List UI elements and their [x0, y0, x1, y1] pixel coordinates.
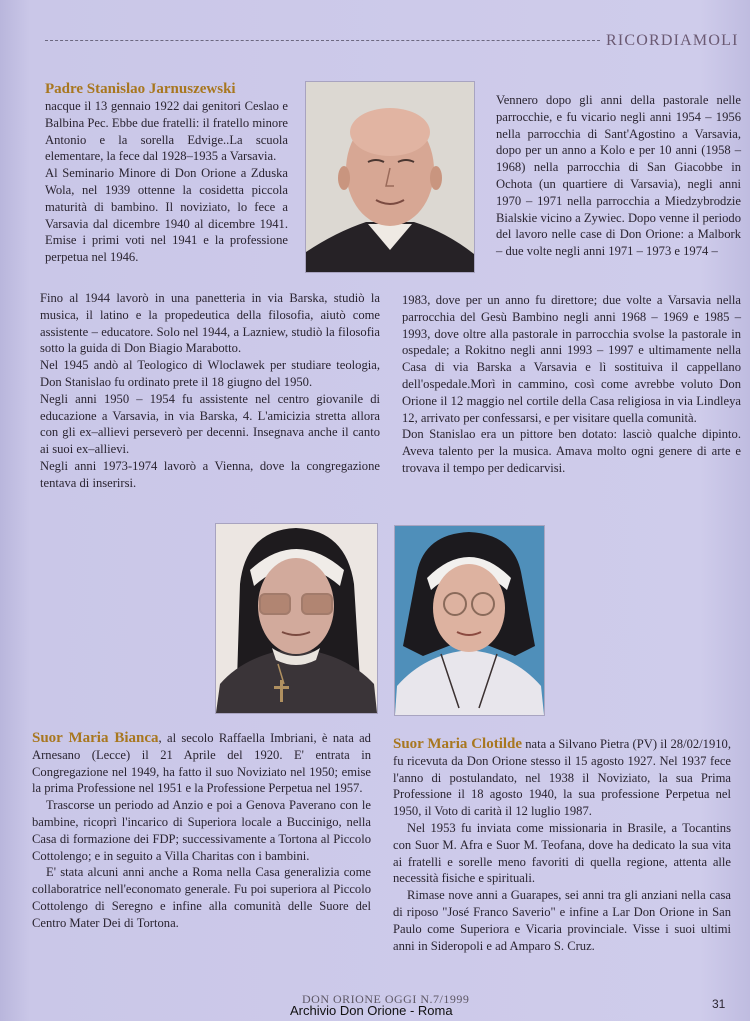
- stanislao-name: Padre Stanislao Jarnuszewski: [45, 81, 236, 97]
- archive-footer: Archivio Don Orione - Roma: [290, 1003, 453, 1018]
- stanislao-paragraph: Al Seminario Minore di Don Orione a Zduska Wola, nel 1939 ottenne la cosidetta piccola maturità di bambino. Il noviziato, lo fece a Varsavia dal dicembre 1940 al dicembre 1941. Emise i primi voti nel 1941 e la professione perpetua nel 1946.: [45, 166, 288, 265]
- stanislao-paragraph: 1983, dove per un anno fu direttore; due volte a Varsavia nella parrocchia del Gesù Bambino negli anni 1968 – 1969 e 1985 – 1993, dove oltre alla pastorale in parrocchia svolse la pastorale in ospedale; a Rokitno negli anni 1993 – 1997 e ultimamente nella Casa di via Barska a Varsavia e lì sostituiva il cappellano dell'ospedale.Morì in cammino, così come avrebbe voluto Don Orione il 12 maggio nel cortile della Casa religiosa in via Lindleya 12, arrivato per confessarsi, e per visitare quella comunità.: [402, 293, 741, 425]
- stanislao-paragraph: Don Stanislao era un pittore ben dotato: lasciò qualche dipinto. Aveva talento per la musica. Amava molto ogni genere di arte e trovava il tempo per dedicarvisi.: [402, 427, 741, 475]
- stanislao-paragraph: nacque il 13 gennaio 1922 dai genitori Ceslao e Balbina Pec. Ebbe due fratelli: il fratello minore Antonio e la sorella Edvige..La scuola elementare, la fece dal 1928–1935 a Varsavia.: [45, 99, 288, 164]
- stanislao-paragraph: Negli anni 1950 – 1954 fu assistente nel centro giovanile di educazione a Varsavia, in via Barska, 4. L'amicizia stretta allora con gli ex–allievi perseverò per decenni. Insegnava anche il canto ai suoi ex–allievi.: [40, 391, 380, 457]
- clotilde-intro: [393, 736, 731, 820]
- section-title: RICORDIAMOLI: [606, 32, 739, 49]
- stanislao-photo: [306, 82, 474, 272]
- bianca-lead: , al secolo Raffaella Imbriani, è nata ad Arnesano (Lecce) il 21 Aprile del 1920. E' entrata in Congregazione nel 1949, ha fatto il suo Noviziato nel 1950; emise la prima Professione nel 1951 e la Professione Perpetua nel 1957.: [32, 731, 371, 796]
- header-rule: [45, 40, 600, 41]
- page-number: 31: [712, 997, 726, 1011]
- clotilde-paragraph: Rimase nove anni a Guarapes, sei anni tra gli anziani nella casa di riposo "José Franco Saverio" e infine a Lar Don Orione in San Paulo come Superiora e Vicaria provinciale. Visse i suoi ultimi anni in Sideropoli e ad Amparo S. Cruz.: [393, 888, 731, 953]
- stanislao-right-full-text: [402, 292, 741, 477]
- bianca-photo: [216, 524, 377, 713]
- stanislao-full-text: [40, 290, 380, 492]
- clotilde-paragraph: Nel 1953 fu inviata come missionaria in Brasile, a Tocantins con Suor M. Afra e Suor M. Teofana, dove ha dedicato la sua vita ai fratelli e sorelle meno favoriti di quella regione, attenta alle necessità fisiche e spirituali.: [393, 820, 731, 886]
- clotilde-text: [393, 736, 731, 954]
- clotilde-name: Suor Maria Clotilde: [393, 736, 523, 752]
- bianca-intro: [32, 730, 371, 797]
- bianca-paragraph: E' stata alcuni anni anche a Roma nella Casa generalizia come collaboratrice nell'economato generale. Fu poi superiora al Piccolo Cottolengo di Seregno e infine alla comunità delle Suore del Centro Mater Dei di Tortona.: [32, 865, 371, 930]
- clotilde-photo: [395, 526, 544, 715]
- publication-footer: DON ORIONE OGGI N.7/1999: [302, 992, 470, 1006]
- stanislao-paragraph: Nel 1945 andò al Teologico di Wloclawek per studiare teologia, Don Stanislao fu ordinato prete il 18 giugno del 1950.: [40, 358, 380, 389]
- bianca-text: [32, 730, 371, 932]
- bianca-paragraph: Trascorse un periodo ad Anzio e poi a Genova Paverano con le bambine, ricoprì l'incarico di Superiora locale a Buccinigo, nella Casa di formazione dei FDP; successivamente a Tortona al Piccolo Cottolengo; e in seguito a Villa Charitas con i bambini.: [32, 798, 371, 863]
- stanislao-left-text: [45, 80, 288, 266]
- stanislao-paragraph: Fino al 1944 lavorò in una panetteria in via Barska, studiò la musica, il latino e la propedeutica della filosofia, aiutò come assistente – educatore. Solo nel 1944, a Lazniew, studiò la filosofia sotto la guida di Don Biagio Marabotto.: [40, 291, 380, 356]
- stanislao-right-column: Vennero dopo gli anni della pastorale nelle parrocchie, e fu vicario negli anni 1954 – 1956 nella parrocchia di Sant'Agostino a Varsavia, dopo per un anno a Kolo e per 10 anni (1958 – 1968) nella parrocchia di San Giacobbe in Ochota (un quartiere di Varsavia), negli anni 1970 – 1971 nella parrocchia a Miedzybrodzie Bialskie vicino a Zywiec. Dopo venne il periodo del lavoro nelle case di Don Orione: a Malbork – due volte negli anni 1971 – 1973 e 1974 –: [496, 93, 741, 259]
- bianca-name: Suor Maria Bianca: [32, 730, 159, 746]
- stanislao-paragraph: Negli anni 1973-1974 lavorò a Vienna, dove la congregazione tentava di inserirsi.: [40, 458, 380, 490]
- clotilde-lead: nata a Silvano Pietra (PV) il 28/02/1910, fu ricevuta da Don Orione stesso il 15 agosto 1927. Nel 1937 fece l'anno di postulandato, nel 1938 il Noviziato, la sua Prima Professione il 18 agosto 1940, la sua professione Perpetua nel 1950, il Voto di carità il 12 luglio 1987.: [393, 737, 731, 819]
